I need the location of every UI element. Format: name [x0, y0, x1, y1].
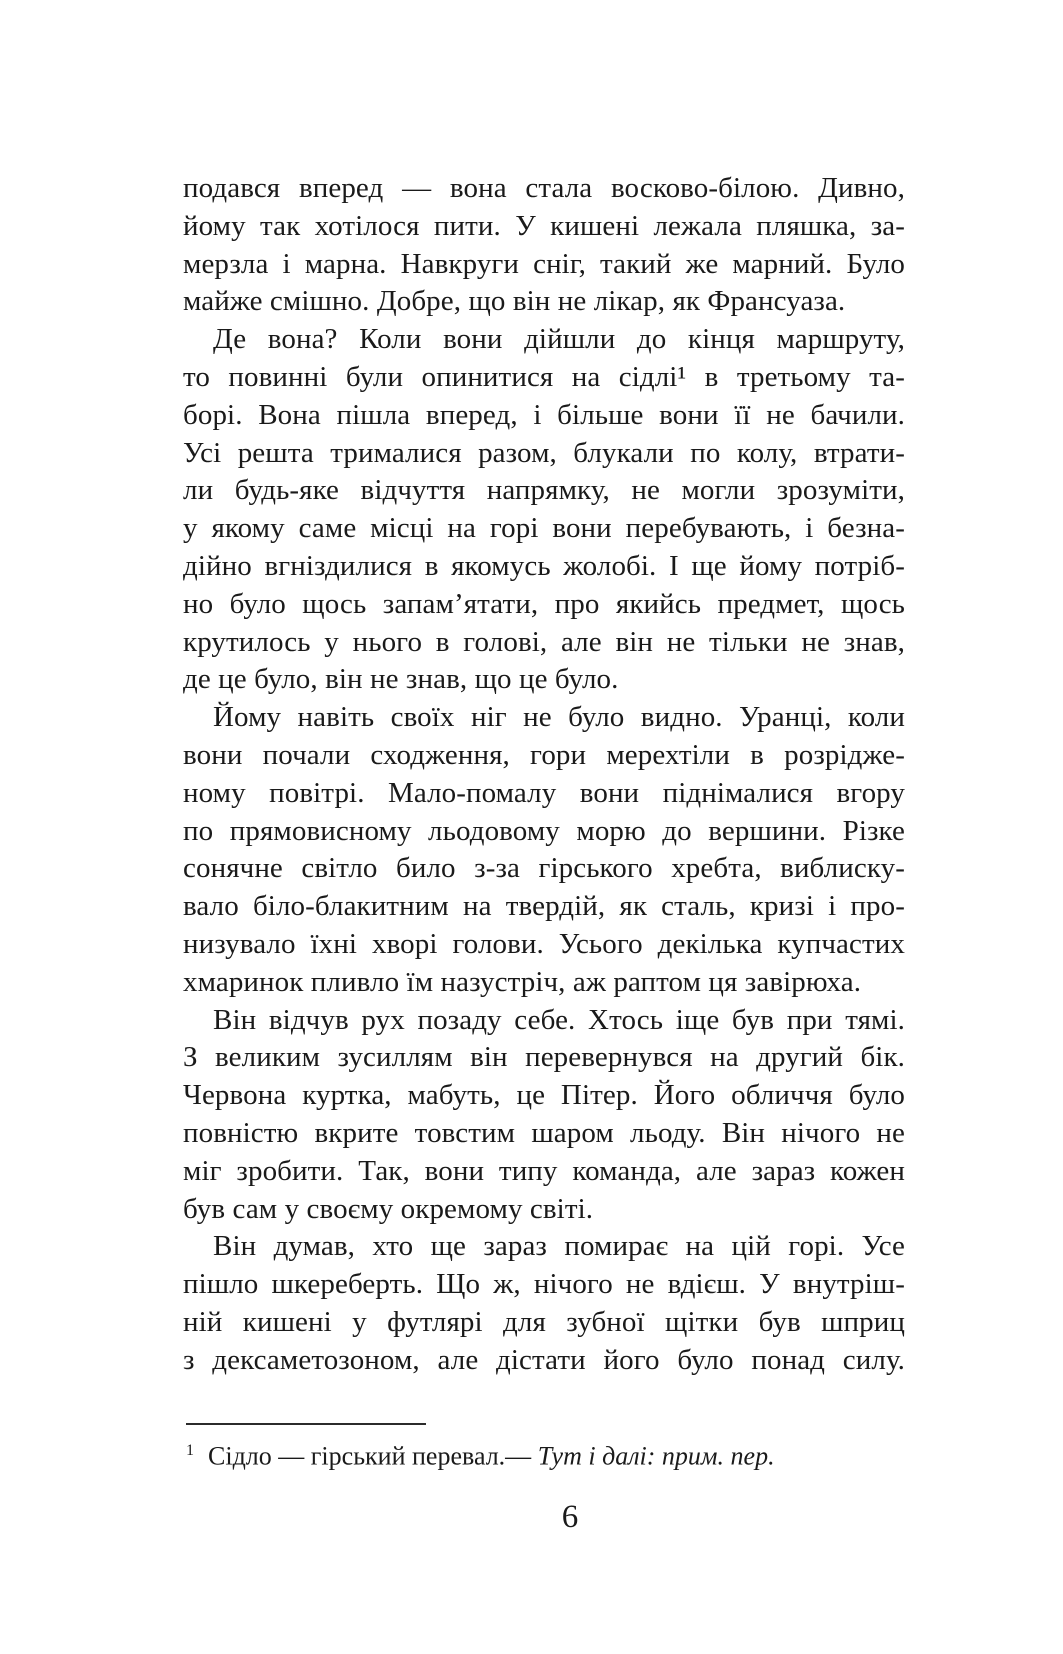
text-line: був сам у своєму окремому світі.	[183, 1192, 594, 1225]
text-line: то повинні були опинитися на сідлі¹ в третьому та-	[183, 360, 905, 393]
text-line: пішло шкереберть. Що ж, нічого не вдієш. У внутріш-	[183, 1268, 905, 1301]
text-line: міг зробити. Так, вони типу команда, але зараз кожен	[183, 1154, 905, 1187]
text-line: дійно вгніздилися в якомусь жолобі. І ще йому потріб-	[183, 549, 905, 582]
text-line: З великим зусиллям він перевернувся на другий бік.	[183, 1041, 905, 1074]
footnote-divider	[186, 1423, 426, 1425]
text-line: ному повітрі. Мало-помалу вони піднімалися вгору	[183, 776, 905, 809]
text-line: подався вперед — вона стала восково-білою. Дивно,	[183, 172, 905, 204]
text-line: Йому навіть своїх ніг не було видно. Уранці, коли	[213, 701, 905, 734]
text-line: майже смішно. Добре, що він не лікар, як Франсуаза.	[183, 285, 846, 318]
text-line: мерзла і марна. Навкруги сніг, такий же марний. Було	[183, 247, 905, 280]
text-line: сонячне світло било з-за гірського хребта, виблиску-	[183, 852, 905, 885]
text-line: у якому саме місці на горі вони перебувають, і безна-	[183, 512, 905, 545]
text-line: Де вона? Коли вони дійшли до кінця маршруту,	[213, 323, 905, 356]
text-line: хмаринок пливло їм назустріч, аж раптом ця завірюха.	[183, 965, 862, 998]
text-line: крутилось у нього в голові, але він не тільки не знав,	[183, 625, 905, 658]
footnote-definition: Сідло — гірський перевал.—	[208, 1441, 538, 1471]
text-line: де це було, він не знав, що це було.	[183, 663, 619, 696]
text-line: ли будь-яке відчуття напрямку, не могли зрозуміти,	[183, 474, 905, 507]
text-line: по прямовисному льодовому морю до вершини. Різке	[183, 814, 905, 847]
text-line: Червона куртка, мабуть, це Пітер. Його обличчя було	[183, 1079, 905, 1112]
text-line: Він думав, хто ще зараз помирає на цій горі. Усе	[213, 1230, 905, 1263]
text-line: но було щось запам’ятати, про якийсь предмет, щось	[183, 587, 905, 620]
text-line: йому так хотілося пити. У кишені лежала пляшка, за-	[183, 209, 905, 242]
footnote-marker: 1	[186, 1442, 194, 1459]
text-line: ній кишені у футлярі для зубної щітки був шприц	[183, 1305, 905, 1338]
footnote-block	[186, 1423, 908, 1473]
footnote-text	[186, 1435, 908, 1473]
text-line: з дексаметозоном, але дістати його було понад силу.	[183, 1343, 905, 1376]
text-line: борі. Вона пішла вперед, і більше вони її не бачили.	[183, 398, 905, 431]
text-line: вало біло-блакитним на твердій, як сталь, кризі і про-	[183, 890, 905, 923]
page-text	[183, 170, 905, 1380]
page-number: 6	[561, 1499, 579, 1535]
text-line: вони почали сходження, гори мерехтіли в розрідже-	[183, 738, 905, 771]
text-line: повністю вкрите товстим шаром льоду. Він нічого не	[183, 1116, 905, 1149]
text-line: Він відчув рух позаду себе. Хтось іще був при тямі.	[213, 1003, 905, 1036]
footnote-note-italic: Тут і далі: прим. пер.	[537, 1441, 775, 1471]
text-line: Усі решта трималися разом, блукали по колу, втрати-	[183, 436, 905, 469]
text-line: низувало їхні хворі голови. Усього декілька купчастих	[183, 927, 905, 960]
